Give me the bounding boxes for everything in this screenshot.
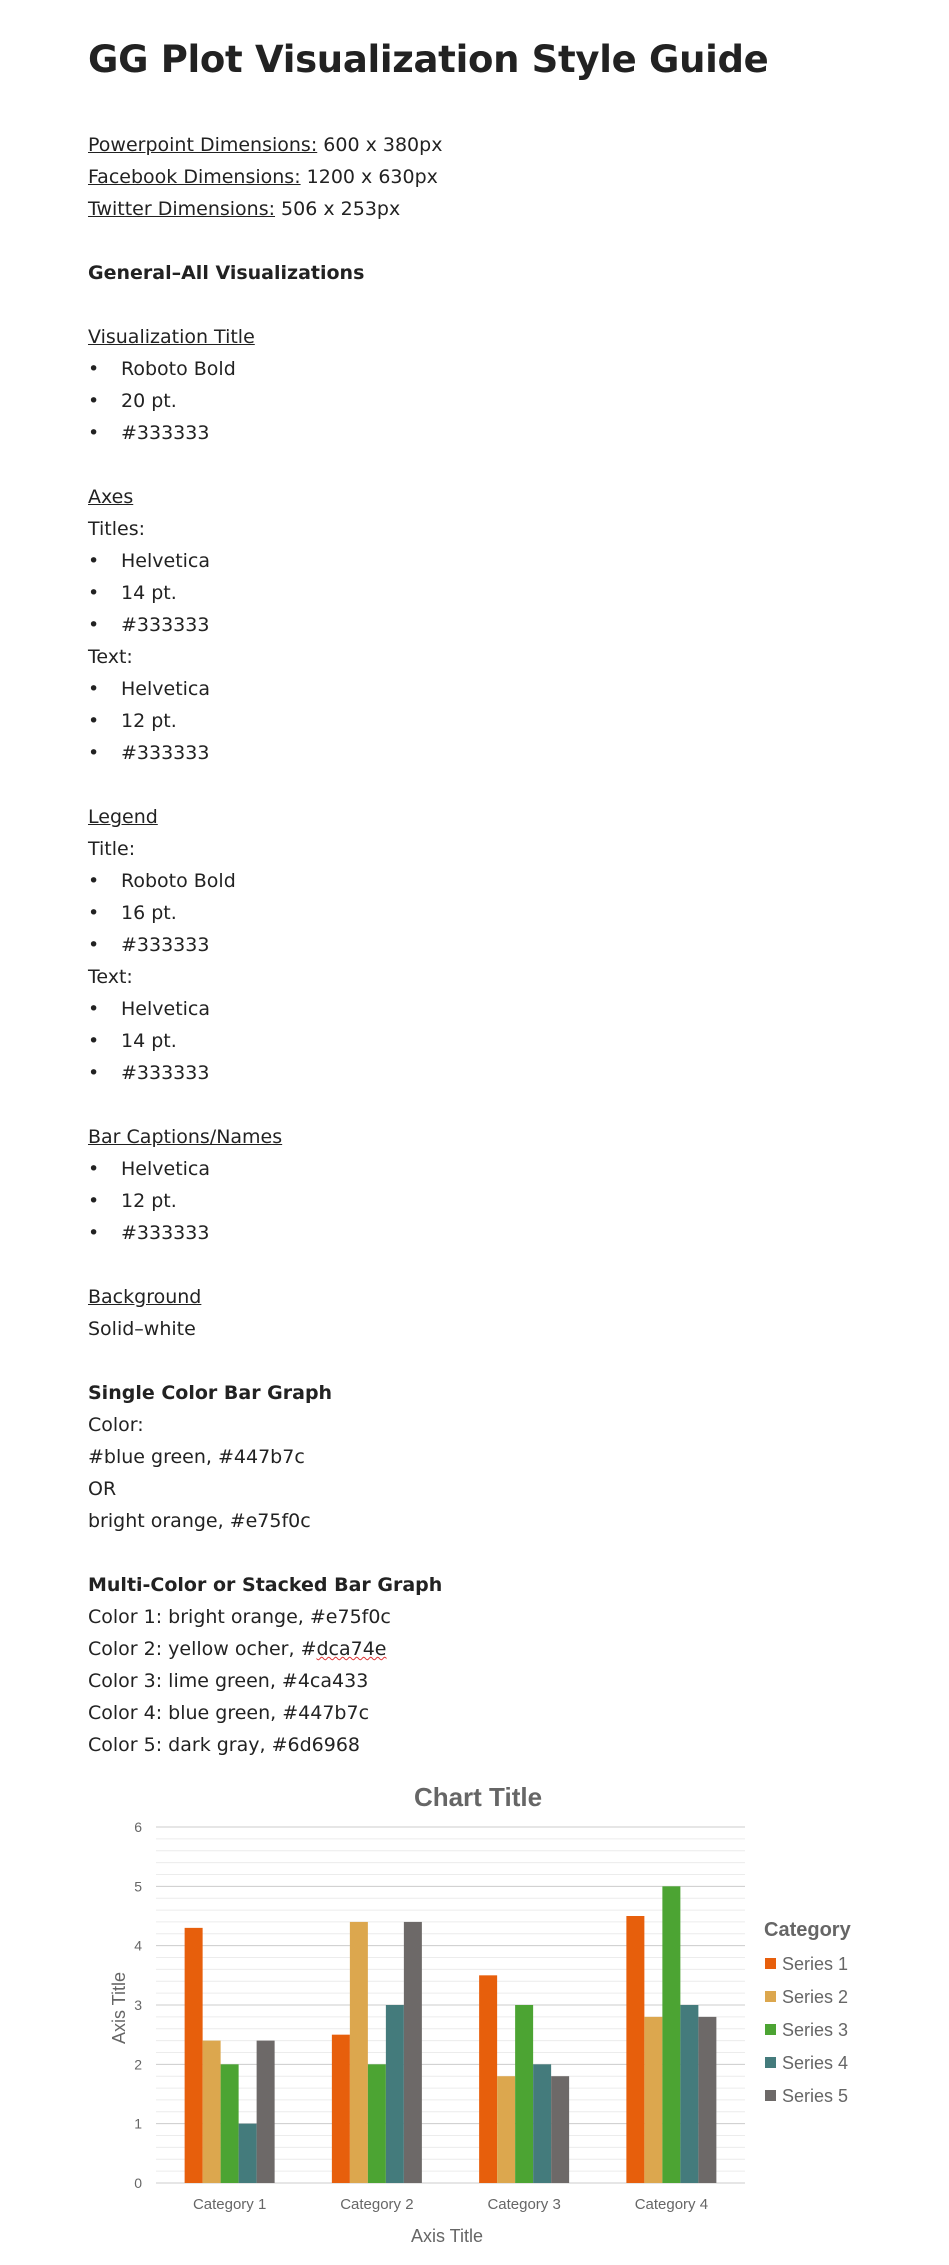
y-tick-label: 4 xyxy=(134,1937,142,1954)
bar xyxy=(497,2076,515,2183)
chart-legend xyxy=(765,1954,848,2106)
single-color-line: bright orange, #e75f0c xyxy=(88,1510,311,1532)
axes-heading: Axes xyxy=(88,486,134,508)
spellcheck-flag: dca74e xyxy=(316,1638,387,1660)
x-tick-label: Category 4 xyxy=(634,2196,709,2213)
page-title: GG Plot Visualization Style Guide xyxy=(88,38,769,81)
color-line: Color 2: yellow ocher, #dca74e xyxy=(88,1638,387,1660)
bar xyxy=(257,2041,275,2183)
bar xyxy=(551,2076,569,2183)
legend-heading: Legend xyxy=(88,806,158,828)
bar xyxy=(350,1922,368,2183)
bar xyxy=(626,1916,644,2183)
chart-title: Chart Title xyxy=(413,1782,543,1812)
axes-text-label: Text: xyxy=(88,646,133,668)
legend-label: Series 3 xyxy=(782,2020,849,2040)
color-line: Color 3: lime green, #4ca433 xyxy=(88,1670,369,1692)
general-heading: General–All Visualizations xyxy=(88,262,365,284)
y-tick-label: 1 xyxy=(134,2115,142,2132)
bar-captions-heading: Bar Captions/Names xyxy=(88,1126,283,1148)
dimension-value: 1200 x 630px xyxy=(300,166,438,188)
background-heading: Background xyxy=(88,1286,202,1308)
bar xyxy=(698,2017,716,2183)
bar-chart xyxy=(100,1772,870,2252)
legend-swatch xyxy=(765,2024,776,2035)
y-tick-label: 5 xyxy=(134,1878,142,1895)
legend-label: Series 1 xyxy=(782,1954,849,1974)
dimension-label: Powerpoint Dimensions: xyxy=(88,134,318,156)
legend-label: Series 2 xyxy=(782,1987,849,2007)
dimension-powerpoint xyxy=(88,133,442,157)
legend-title-label: Title: xyxy=(88,838,136,860)
bar xyxy=(386,2005,404,2183)
single-color-line: OR xyxy=(88,1478,117,1500)
bar xyxy=(203,2041,221,2183)
dimension-twitter xyxy=(88,197,400,221)
bar xyxy=(221,2064,239,2183)
x-axis-ticks xyxy=(193,2196,708,2213)
legend-swatch xyxy=(765,2057,776,2068)
color-line: Color 1: bright orange, #e75f0c xyxy=(88,1606,391,1628)
legend-text-label: Text: xyxy=(88,966,133,988)
y-axis-title: Axis Title xyxy=(109,1971,129,2045)
bar xyxy=(479,1975,497,2183)
single-color-line: Color: xyxy=(88,1414,144,1436)
x-tick-label: Category 2 xyxy=(340,2196,414,2213)
y-axis-ticks xyxy=(134,1819,142,2191)
viz-title-heading: Visualization Title xyxy=(88,326,255,348)
single-color-heading: Single Color Bar Graph xyxy=(88,1382,333,1404)
color-line: Color 4: blue green, #447b7c xyxy=(88,1702,370,1724)
dimension-label: Facebook Dimensions: xyxy=(88,166,301,188)
multi-color-heading: Multi-Color or Stacked Bar Graph xyxy=(88,1574,443,1596)
chart-bars xyxy=(185,1886,717,2183)
background-value: Solid–white xyxy=(88,1318,196,1340)
y-tick-label: 2 xyxy=(134,2056,142,2073)
y-tick-label: 0 xyxy=(134,2175,142,2191)
bar xyxy=(404,1922,422,2183)
legend-label: Series 4 xyxy=(782,2053,849,2073)
x-axis-title: Axis Title xyxy=(410,2226,484,2246)
dimension-value: 506 x 253px xyxy=(275,198,401,220)
legend-swatch xyxy=(765,2090,776,2101)
color-line: Color 5: dark gray, #6d6968 xyxy=(88,1734,360,1756)
bar xyxy=(185,1928,203,2183)
legend-swatch xyxy=(765,1958,776,1969)
dimension-value: 600 x 380px xyxy=(317,134,443,156)
legend-label: Series 5 xyxy=(782,2086,849,2106)
y-tick-label: 3 xyxy=(134,1997,142,2013)
bar xyxy=(515,2005,533,2183)
bar xyxy=(662,1886,680,2183)
x-tick-label: Category 1 xyxy=(192,2196,267,2213)
bar xyxy=(680,2005,698,2183)
bar xyxy=(644,2017,662,2183)
axes-titles-label: Titles: xyxy=(88,518,146,540)
bar xyxy=(368,2064,386,2183)
legend-swatch xyxy=(765,1991,776,2002)
bar xyxy=(239,2124,257,2183)
dimension-facebook xyxy=(88,165,438,189)
single-color-line: #blue green, #447b7c xyxy=(88,1446,305,1468)
x-tick-label: Category 3 xyxy=(487,2196,561,2213)
legend-title: Category xyxy=(764,1919,851,1941)
bar xyxy=(533,2064,551,2183)
bar xyxy=(332,2035,350,2183)
y-tick-label: 6 xyxy=(134,1819,142,1835)
dimension-label: Twitter Dimensions: xyxy=(88,198,276,220)
